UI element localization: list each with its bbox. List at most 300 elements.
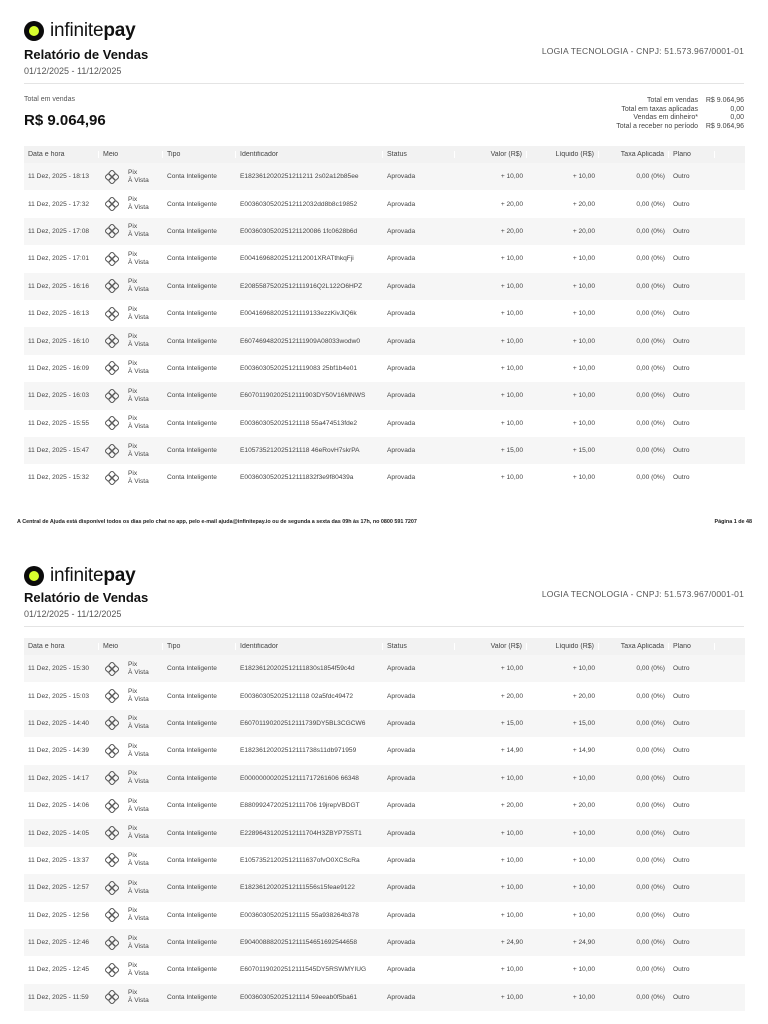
cell-status: Aprovada [387,747,416,755]
cell-tipo: Conta Inteligente [167,200,217,208]
cell-tipo: Conta Inteligente [167,719,217,727]
pix-icon [105,361,119,375]
table-row [24,682,745,709]
cell-tipo: Conta Inteligente [167,966,217,974]
help-footer: A Central de Ajuda está disponível todos os dias pelo chat no app, pelo e-mail ajuda@infinitepay.io ou de segunda a sexta das 09h às 17h, no 0800 591 7207 [17,519,417,525]
cell-valor: + 10,00 [500,173,523,181]
pix-icon [105,744,119,758]
meio-line2: À Vista [128,423,149,431]
cell-taxa: 0,00 (0%) [636,829,665,837]
cell-meio [99,962,163,978]
cell-plano: Outro [673,447,690,455]
cell-meio [99,852,163,868]
column-plano-header: Plano [669,151,715,158]
cell-status: Aprovada [387,447,416,455]
cell-plano: Outro [673,173,690,181]
table-header [24,638,745,655]
cell-identificador: E003603052025121118 02a5fdc49472 [240,692,354,700]
cell-date: 11 Dez, 2025 - 12:45 [28,966,90,974]
report-page-2 [0,555,768,1024]
logo-text-light: infinite [50,20,104,41]
cell-taxa: 0,00 (0%) [636,474,665,482]
pix-icon [105,307,119,321]
cell-plano: Outro [673,884,690,892]
cell-taxa: 0,00 (0%) [636,364,665,372]
meio-label [128,169,149,185]
logo-text-light: infinite [50,565,104,586]
summary-block [616,97,744,131]
cell-date: 11 Dez, 2025 - 12:46 [28,939,90,947]
cell-plano: Outro [673,774,690,782]
meio-label [128,743,149,759]
cell-meio [99,715,163,731]
table-row [24,300,745,327]
pix-icon [105,252,119,266]
table-header [24,146,745,163]
cell-valor: + 10,00 [500,665,523,673]
cell-liquido: + 10,00 [572,966,595,974]
cell-taxa: 0,00 (0%) [636,939,665,947]
meio-label [128,688,149,704]
cell-plano: Outro [673,419,690,427]
cell-date: 11 Dez, 2025 - 16:13 [28,310,90,318]
meio-line1: Pix [128,469,138,477]
meio-line1: Pix [128,907,138,915]
cell-valor: + 15,00 [500,719,523,727]
column-identificador-header: Identificador [236,643,383,650]
cell-tipo: Conta Inteligente [167,392,217,400]
table-row [24,464,745,491]
cell-status: Aprovada [387,364,416,372]
cell-valor: + 10,00 [500,993,523,1001]
table-row [24,902,745,929]
cell-tipo: Conta Inteligente [167,474,217,482]
cell-taxa: 0,00 (0%) [636,747,665,755]
summary-value: R$ 9.064,96 [705,97,744,104]
cell-valor: + 10,00 [500,364,523,372]
cell-identificador: E003603052025121120086 1fc0628b6d [240,227,358,235]
cell-identificador: E003603052025121115 55a938264b378 [240,911,359,919]
cell-valor: + 10,00 [500,829,523,837]
pix-icon [105,908,119,922]
cell-meio [99,661,163,677]
meio-line1: Pix [128,797,138,805]
infinitepay-logo-icon [24,21,44,41]
pix-icon [105,963,119,977]
cell-valor: + 10,00 [500,282,523,290]
table-row [24,710,745,737]
cell-plano: Outro [673,747,690,755]
cell-identificador: E105735212025121118 46eRovH7skrPA [240,447,360,455]
cell-tipo: Conta Inteligente [167,856,217,864]
cell-status: Aprovada [387,884,416,892]
meio-label [128,661,149,677]
total-sales-label: Total em vendas [24,96,75,103]
meio-label [128,196,149,212]
cell-tipo: Conta Inteligente [167,774,217,782]
logo-text-bold: pay [103,20,136,41]
cell-status: Aprovada [387,911,416,919]
cell-meio [99,306,163,322]
total-sales-value: R$ 9.064,96 [24,112,106,129]
meio-label [128,880,149,896]
cell-meio [99,169,163,185]
table-row [24,245,745,272]
meio-label [128,251,149,267]
pix-icon [105,170,119,184]
cell-date: 11 Dez, 2025 - 16:16 [28,282,90,290]
meio-line1: Pix [128,961,138,969]
meio-line1: Pix [128,415,138,423]
cell-identificador: E003603052025121118 55a474513fde2 [240,419,358,427]
pix-icon [105,716,119,730]
cell-liquido: + 10,00 [572,392,595,400]
cell-date: 11 Dez, 2025 - 18:13 [28,173,90,181]
cell-liquido: + 10,00 [572,856,595,864]
cell-date: 11 Dez, 2025 - 15:47 [28,447,90,455]
cell-tipo: Conta Inteligente [167,447,217,455]
cell-identificador: E00000000202512111717261606 66348 [240,774,359,782]
meio-line2: À Vista [128,696,149,704]
cell-liquido: + 15,00 [572,447,595,455]
cell-valor: + 10,00 [500,392,523,400]
meio-label [128,798,149,814]
cell-valor: + 10,00 [500,911,523,919]
cell-status: Aprovada [387,829,416,837]
column-date-header: Data e hora [24,151,99,158]
cell-valor: + 10,00 [500,856,523,864]
pix-icon [105,799,119,813]
table-row [24,355,745,382]
cell-identificador: E003603052025121119083 25bf1b4e01 [240,364,358,372]
meio-label [128,223,149,239]
table-row [24,410,745,437]
table-row [24,190,745,217]
meio-line1: Pix [128,278,138,286]
cell-plano: Outro [673,829,690,837]
column-meio-header: Meio [99,151,163,158]
cell-valor: + 10,00 [500,419,523,427]
cell-status: Aprovada [387,227,416,235]
cell-date: 11 Dez, 2025 - 17:32 [28,200,90,208]
cell-taxa: 0,00 (0%) [636,337,665,345]
cell-status: Aprovada [387,310,416,318]
cell-liquido: + 24,90 [572,939,595,947]
cell-meio [99,278,163,294]
cell-taxa: 0,00 (0%) [636,310,665,318]
cell-tipo: Conta Inteligente [167,939,217,947]
cell-date: 11 Dez, 2025 - 14:39 [28,747,90,755]
meio-line1: Pix [128,168,138,176]
pix-icon [105,936,119,950]
cell-meio [99,989,163,1005]
cell-status: Aprovada [387,802,416,810]
cell-valor: + 24,90 [500,939,523,947]
cell-identificador: E60701190202512111903DY50V16MNWS [240,392,366,400]
cell-valor: + 10,00 [500,337,523,345]
cell-status: Aprovada [387,255,416,263]
meio-label [128,989,149,1005]
sales-table [24,638,745,1011]
cell-taxa: 0,00 (0%) [636,856,665,864]
cell-meio [99,415,163,431]
cell-date: 11 Dez, 2025 - 14:17 [28,774,90,782]
cell-meio [99,196,163,212]
summary-row [616,123,744,132]
cell-liquido: + 14,90 [572,747,595,755]
meio-line2: À Vista [128,668,149,676]
meio-line1: Pix [128,770,138,778]
cell-valor: + 10,00 [500,474,523,482]
meio-line1: Pix [128,934,138,942]
pix-icon [105,881,119,895]
meio-line2: À Vista [128,477,149,485]
cell-valor: + 10,00 [500,774,523,782]
meio-line1: Pix [128,333,138,341]
cell-taxa: 0,00 (0%) [636,692,665,700]
cell-taxa: 0,00 (0%) [636,227,665,235]
cell-date: 11 Dez, 2025 - 14:05 [28,829,90,837]
cell-plano: Outro [673,939,690,947]
meio-line1: Pix [128,715,138,723]
cell-valor: + 14,90 [500,747,523,755]
infinitepay-logo-icon [24,566,44,586]
cell-identificador: E22896431202512111704H3ZBYP75ST1 [240,829,362,837]
cell-taxa: 0,00 (0%) [636,665,665,673]
cell-tipo: Conta Inteligente [167,419,217,427]
table-row [24,847,745,874]
cell-liquido: + 10,00 [572,829,595,837]
infinitepay-logo [24,20,135,42]
cell-liquido: + 10,00 [572,337,595,345]
cell-identificador: E9040088820251211154651692544658 [240,939,358,947]
cell-tipo: Conta Inteligente [167,884,217,892]
meio-line2: À Vista [128,887,149,895]
cell-liquido: + 10,00 [572,474,595,482]
header-divider [24,626,744,627]
meio-line1: Pix [128,688,138,696]
meio-label [128,962,149,978]
meio-label [128,852,149,868]
column-liquido-header: Líquido (R$) [527,151,599,158]
pix-icon [105,444,119,458]
cell-status: Aprovada [387,719,416,727]
column-plano-header: Plano [669,643,715,650]
cell-meio [99,935,163,951]
pix-icon [105,471,119,485]
cell-identificador: E18236120202512111738s11db971959 [240,747,357,755]
pix-icon [105,416,119,430]
pix-icon [105,771,119,785]
cell-status: Aprovada [387,282,416,290]
meio-line1: Pix [128,825,138,833]
meio-line2: À Vista [128,750,149,758]
meio-line1: Pix [128,196,138,204]
table-body [24,163,745,492]
cell-taxa: 0,00 (0%) [636,774,665,782]
cell-plano: Outro [673,392,690,400]
meio-label [128,333,149,349]
cell-plano: Outro [673,310,690,318]
cell-plano: Outro [673,993,690,1001]
header-divider [24,83,744,84]
cell-identificador: E00416968202512112001XRATthkqFji [240,255,354,263]
cell-identificador: E60701190202512111739DY5BL3CGCW6 [240,719,366,727]
cell-meio [99,443,163,459]
meio-line2: À Vista [128,341,149,349]
report-period: 01/12/2025 - 11/12/2025 [24,609,122,619]
cell-plano: Outro [673,802,690,810]
column-date-header: Data e hora [24,643,99,650]
cell-plano: Outro [673,911,690,919]
table-row [24,737,745,764]
meio-line2: À Vista [128,204,149,212]
cell-tipo: Conta Inteligente [167,282,217,290]
meio-label [128,715,149,731]
meio-line1: Pix [128,879,138,887]
cell-identificador: E60701190202512111545DY5RSWMYIUG [240,966,367,974]
cell-liquido: + 10,00 [572,173,595,181]
cell-liquido: + 10,00 [572,364,595,372]
cell-meio [99,880,163,896]
cell-plano: Outro [673,282,690,290]
cell-tipo: Conta Inteligente [167,364,217,372]
cell-identificador: E18236120202512111830s1854f59c4d [240,665,355,673]
cell-identificador: E00360305202512112032dd8b8c19852 [240,200,358,208]
cell-status: Aprovada [387,939,416,947]
cell-taxa: 0,00 (0%) [636,282,665,290]
meio-line2: À Vista [128,805,149,813]
column-meio-header: Meio [99,643,163,650]
meio-line2: À Vista [128,778,149,786]
table-row [24,437,745,464]
cell-status: Aprovada [387,474,416,482]
cell-plano: Outro [673,200,690,208]
table-row [24,382,745,409]
table-row [24,327,745,354]
cell-identificador: E18236120202512111556s15feae9122 [240,884,355,892]
table-row [24,765,745,792]
pix-icon [105,334,119,348]
cell-liquido: + 10,00 [572,774,595,782]
cell-liquido: + 10,00 [572,282,595,290]
cell-meio [99,770,163,786]
cell-taxa: 0,00 (0%) [636,447,665,455]
column-tipo-header: Tipo [163,643,236,650]
meio-label [128,470,149,486]
cell-tipo: Conta Inteligente [167,747,217,755]
column-status-header: Status [383,151,455,158]
column-taxa-header: Taxa Aplicada [599,643,669,650]
cell-plano: Outro [673,719,690,727]
cell-identificador: E00360305202512111832f3e9f80439a [240,474,354,482]
cell-date: 11 Dez, 2025 - 12:57 [28,884,90,892]
cell-meio [99,743,163,759]
cell-tipo: Conta Inteligente [167,255,217,263]
cell-liquido: + 15,00 [572,719,595,727]
cell-date: 11 Dez, 2025 - 17:01 [28,255,90,263]
cell-identificador: E003603052025121114 59eeab0f5ba61 [240,993,358,1001]
summary-row [616,106,744,115]
cell-date: 11 Dez, 2025 - 14:06 [28,802,90,810]
meio-line1: Pix [128,852,138,860]
cell-plano: Outro [673,856,690,864]
cell-valor: + 10,00 [500,255,523,263]
meio-line2: À Vista [128,286,149,294]
cell-date: 11 Dez, 2025 - 14:40 [28,719,90,727]
meio-label [128,907,149,923]
cell-status: Aprovada [387,665,416,673]
cell-date: 11 Dez, 2025 - 15:30 [28,665,90,673]
cell-tipo: Conta Inteligente [167,173,217,181]
table-row [24,273,745,300]
meio-line2: À Vista [128,450,149,458]
column-status-header: Status [383,643,455,650]
meio-line1: Pix [128,305,138,313]
cell-status: Aprovada [387,993,416,1001]
table-row [24,984,745,1011]
table-row [24,929,745,956]
summary-label: Total em vendas [647,97,698,104]
table-row [24,218,745,245]
meio-label [128,770,149,786]
meio-line2: À Vista [128,395,149,403]
cell-tipo: Conta Inteligente [167,227,217,235]
pix-icon [105,990,119,1004]
table-row [24,792,745,819]
cell-meio [99,798,163,814]
cell-taxa: 0,00 (0%) [636,200,665,208]
cell-tipo: Conta Inteligente [167,692,217,700]
cell-liquido: + 10,00 [572,665,595,673]
meio-label [128,278,149,294]
cell-meio [99,251,163,267]
meio-line2: À Vista [128,833,149,841]
page-number: Página 1 de 48 [714,519,752,525]
cell-valor: + 10,00 [500,966,523,974]
meio-line2: À Vista [128,313,149,321]
meio-label [128,415,149,431]
meio-line1: Pix [128,387,138,395]
logo-text-bold: pay [103,565,136,586]
cell-meio [99,333,163,349]
cell-tipo: Conta Inteligente [167,993,217,1001]
pix-icon [105,279,119,293]
cell-valor: + 10,00 [500,884,523,892]
cell-tipo: Conta Inteligente [167,802,217,810]
cell-identificador: E004169682025121119133ezzKivJlQ6k [240,310,357,318]
cell-date: 11 Dez, 2025 - 13:37 [28,856,90,864]
column-taxa-header: Taxa Aplicada [599,151,669,158]
meio-label [128,825,149,841]
cell-valor: + 15,00 [500,447,523,455]
cell-plano: Outro [673,665,690,673]
summary-label: Vendas em dinheiro* [633,114,698,122]
cell-date: 11 Dez, 2025 - 16:03 [28,392,90,400]
meio-line2: À Vista [128,915,149,923]
cell-liquido: + 20,00 [572,692,595,700]
pix-icon [105,197,119,211]
meio-line2: À Vista [128,997,149,1005]
cell-plano: Outro [673,966,690,974]
cell-identificador: E1823612020251211211 2s02a12b85ee [240,173,359,181]
cell-meio [99,470,163,486]
table-row [24,655,745,682]
cell-liquido: + 10,00 [572,255,595,263]
meio-line1: Pix [128,989,138,997]
summary-row [616,114,744,123]
cell-taxa: 0,00 (0%) [636,173,665,181]
